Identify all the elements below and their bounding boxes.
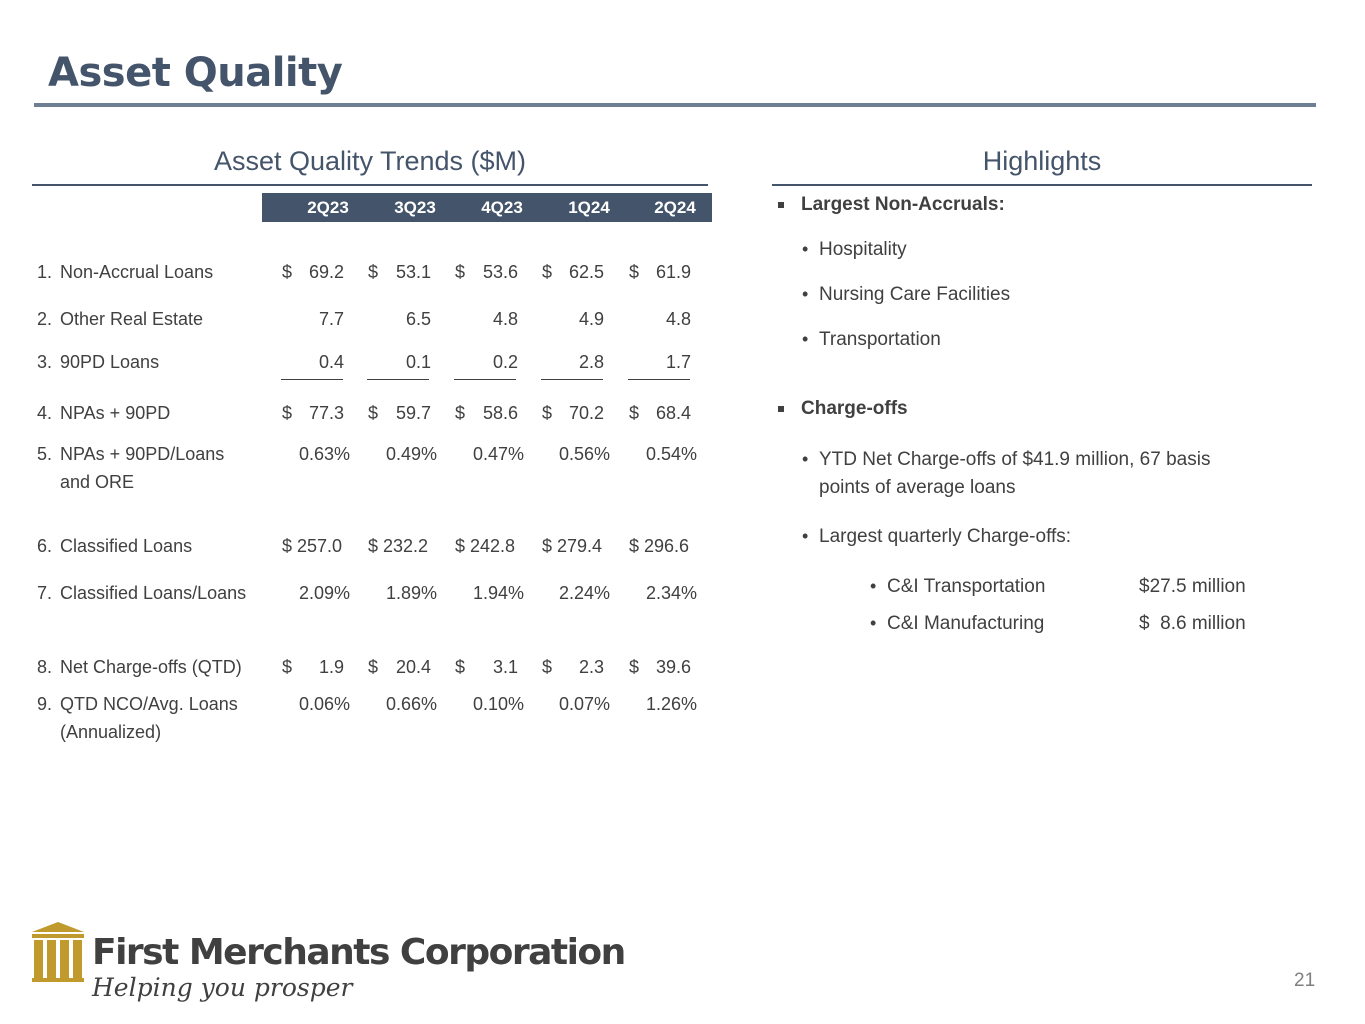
dollar-sign: $ (282, 403, 293, 423)
chargeoff-sub-label: C&I Manufacturing (887, 613, 1045, 634)
dollar-sign: $ (629, 262, 640, 282)
row-label (60, 579, 246, 607)
bullet-icon: • (802, 329, 809, 349)
dollar-sign: $ (542, 262, 553, 282)
highlights-section-rule (772, 184, 1312, 186)
page-title: Asset Quality (48, 50, 343, 96)
table-cell: 0.06% (298, 694, 350, 714)
row-number: 9. (37, 694, 53, 714)
dollar-sign: $ (282, 262, 293, 282)
row-label-line: 90PD Loans (60, 352, 160, 372)
row-label-line: Other Real Estate (60, 309, 204, 329)
table-cell: 69.2 (308, 262, 344, 282)
highlights-section-title: Highlights (982, 146, 1102, 176)
table-cell: 0.63% (298, 444, 350, 464)
row-label (60, 532, 192, 560)
table-cell: 0.56% (558, 444, 610, 464)
table-cell: 59.7 (395, 403, 431, 423)
row-number: 1. (37, 262, 53, 282)
table-cell: 4.9 (578, 309, 604, 329)
highlight-item: YTD Net Charge-offs of $41.9 million, 67 basis points of average loans (819, 449, 1211, 498)
company-tagline: Helping you prosper (92, 973, 353, 1002)
dollar-sign: $ (629, 403, 640, 423)
title-divider (34, 103, 1316, 107)
subtotal-underline (367, 379, 429, 380)
table-cell: 20.4 (395, 657, 431, 677)
bullet-icon: • (802, 526, 809, 546)
dollar-sign: $ (368, 262, 379, 282)
table-cell: 1.94% (472, 583, 524, 603)
subtotal-underline (628, 379, 690, 380)
table-cell: 0.47% (472, 444, 524, 464)
table-cell: 4.8 (665, 309, 691, 329)
row-number: 8. (37, 657, 53, 677)
table-cell: 0.4 (318, 352, 344, 372)
table-cell: 7.7 (318, 309, 344, 329)
row-label (60, 348, 159, 376)
subtotal-underline (541, 379, 603, 380)
row-label (60, 399, 170, 427)
table-cell: 4.8 (492, 309, 518, 329)
subtotal-underline (281, 379, 343, 380)
table-cell: 0.49% (385, 444, 437, 464)
highlight-heading-nonaccruals: Largest Non-Accruals: (801, 194, 1005, 215)
table-cell: $ 279.4 (542, 536, 603, 556)
row-label-line: (Annualized) (60, 722, 162, 742)
chargeoff-sub-label: C&I Transportation (887, 576, 1046, 597)
row-label-line: Classified Loans/Loans (60, 583, 247, 603)
highlight-item: Hospitality (819, 239, 907, 260)
column-header: 3Q23 (394, 198, 436, 217)
chargeoff-sub-amount: $27.5 million (1139, 576, 1246, 597)
square-bullet-icon (778, 406, 784, 412)
column-header: 1Q24 (568, 198, 610, 217)
square-bullet-icon (778, 202, 784, 208)
dollar-sign: $ (542, 403, 553, 423)
table-cell: 53.6 (482, 262, 518, 282)
trends-section-rule (32, 184, 708, 186)
highlight-item: Nursing Care Facilities (819, 284, 1011, 305)
subtotal-underline (454, 379, 516, 380)
table-cell: 2.8 (578, 352, 604, 372)
dollar-sign: $ (455, 403, 466, 423)
dollar-sign: $ (455, 657, 466, 677)
row-label-line: Classified Loans (60, 536, 193, 556)
table-cell: $ 257.0 (282, 536, 343, 556)
highlight-item: Transportation (819, 329, 941, 350)
table-cell: $ 242.8 (455, 536, 516, 556)
row-number: 7. (37, 583, 53, 603)
bullet-icon: • (802, 284, 809, 304)
table-cell: $ 232.2 (368, 536, 429, 556)
table-cell: 70.2 (568, 403, 604, 423)
dollar-sign: $ (282, 657, 293, 677)
table-cell: 0.54% (645, 444, 697, 464)
row-label-line: Net Charge-offs (QTD) (60, 657, 242, 677)
row-number: 6. (37, 536, 53, 556)
company-logo (28, 918, 625, 1008)
table-cell: 2.24% (558, 583, 610, 603)
column-header: 2Q23 (307, 198, 349, 217)
row-number: 5. (37, 444, 53, 464)
table-cell: 6.5 (405, 309, 431, 329)
row-label-line: NPAs + 90PD (60, 403, 171, 423)
table-cell: 58.6 (482, 403, 518, 423)
highlight-heading-chargeoffs: Charge-offs (801, 398, 908, 419)
table-cell: 53.1 (395, 262, 431, 282)
table-cell: 68.4 (655, 403, 691, 423)
dollar-sign: $ (368, 403, 379, 423)
table-cell: 0.2 (492, 352, 518, 372)
bullet-icon: • (802, 239, 809, 259)
table-cell: 2.34% (645, 583, 697, 603)
table-cell: 2.3 (578, 657, 604, 677)
pillars-logo-icon (30, 922, 86, 984)
table-cell: 39.6 (655, 657, 691, 677)
table-cell: 3.1 (492, 657, 518, 677)
bullet-icon: • (870, 576, 877, 596)
column-header: 4Q23 (481, 198, 523, 217)
dollar-sign: $ (455, 262, 466, 282)
row-label (60, 653, 242, 681)
table-cell: 0.1 (405, 352, 431, 372)
table-cell: 77.3 (308, 403, 344, 423)
dollar-sign: $ (629, 657, 640, 677)
dollar-sign: $ (542, 657, 553, 677)
row-label-line: Non-Accrual Loans (60, 262, 214, 282)
dollar-sign: $ (368, 657, 379, 677)
row-label (60, 258, 213, 286)
chargeoff-sub-amount: $ 8.6 million (1139, 613, 1246, 634)
row-label (60, 305, 203, 333)
row-label-line: QTD NCO/Avg. Loans (60, 694, 238, 714)
table-cell: 0.07% (558, 694, 610, 714)
table-cell: 1.26% (645, 694, 697, 714)
table-cell: 61.9 (655, 262, 691, 282)
table-cell: 0.10% (472, 694, 524, 714)
bullet-icon: • (802, 449, 809, 469)
row-label-line: and ORE (60, 472, 135, 492)
page-number: 21 (1294, 970, 1316, 991)
table-cell: 0.66% (385, 694, 437, 714)
table-cell: 2.09% (298, 583, 350, 603)
row-number: 3. (37, 352, 53, 372)
table-cell: 1.7 (665, 352, 691, 372)
row-label (60, 440, 224, 496)
trends-section-title: Asset Quality Trends ($M) (213, 146, 527, 176)
row-number: 2. (37, 309, 53, 329)
row-label-line: NPAs + 90PD/Loans (60, 444, 225, 464)
table-cell: $ 296.6 (629, 536, 690, 556)
table-cell: 62.5 (568, 262, 604, 282)
row-number: 4. (37, 403, 53, 423)
table-cell: 1.9 (318, 657, 344, 677)
row-label (60, 690, 238, 746)
bullet-icon: • (870, 613, 877, 633)
company-name: First Merchants Corporation (92, 932, 625, 973)
highlight-item: Largest quarterly Charge-offs: (819, 526, 1072, 547)
table-cell: 1.89% (385, 583, 437, 603)
column-header: 2Q24 (654, 198, 696, 217)
